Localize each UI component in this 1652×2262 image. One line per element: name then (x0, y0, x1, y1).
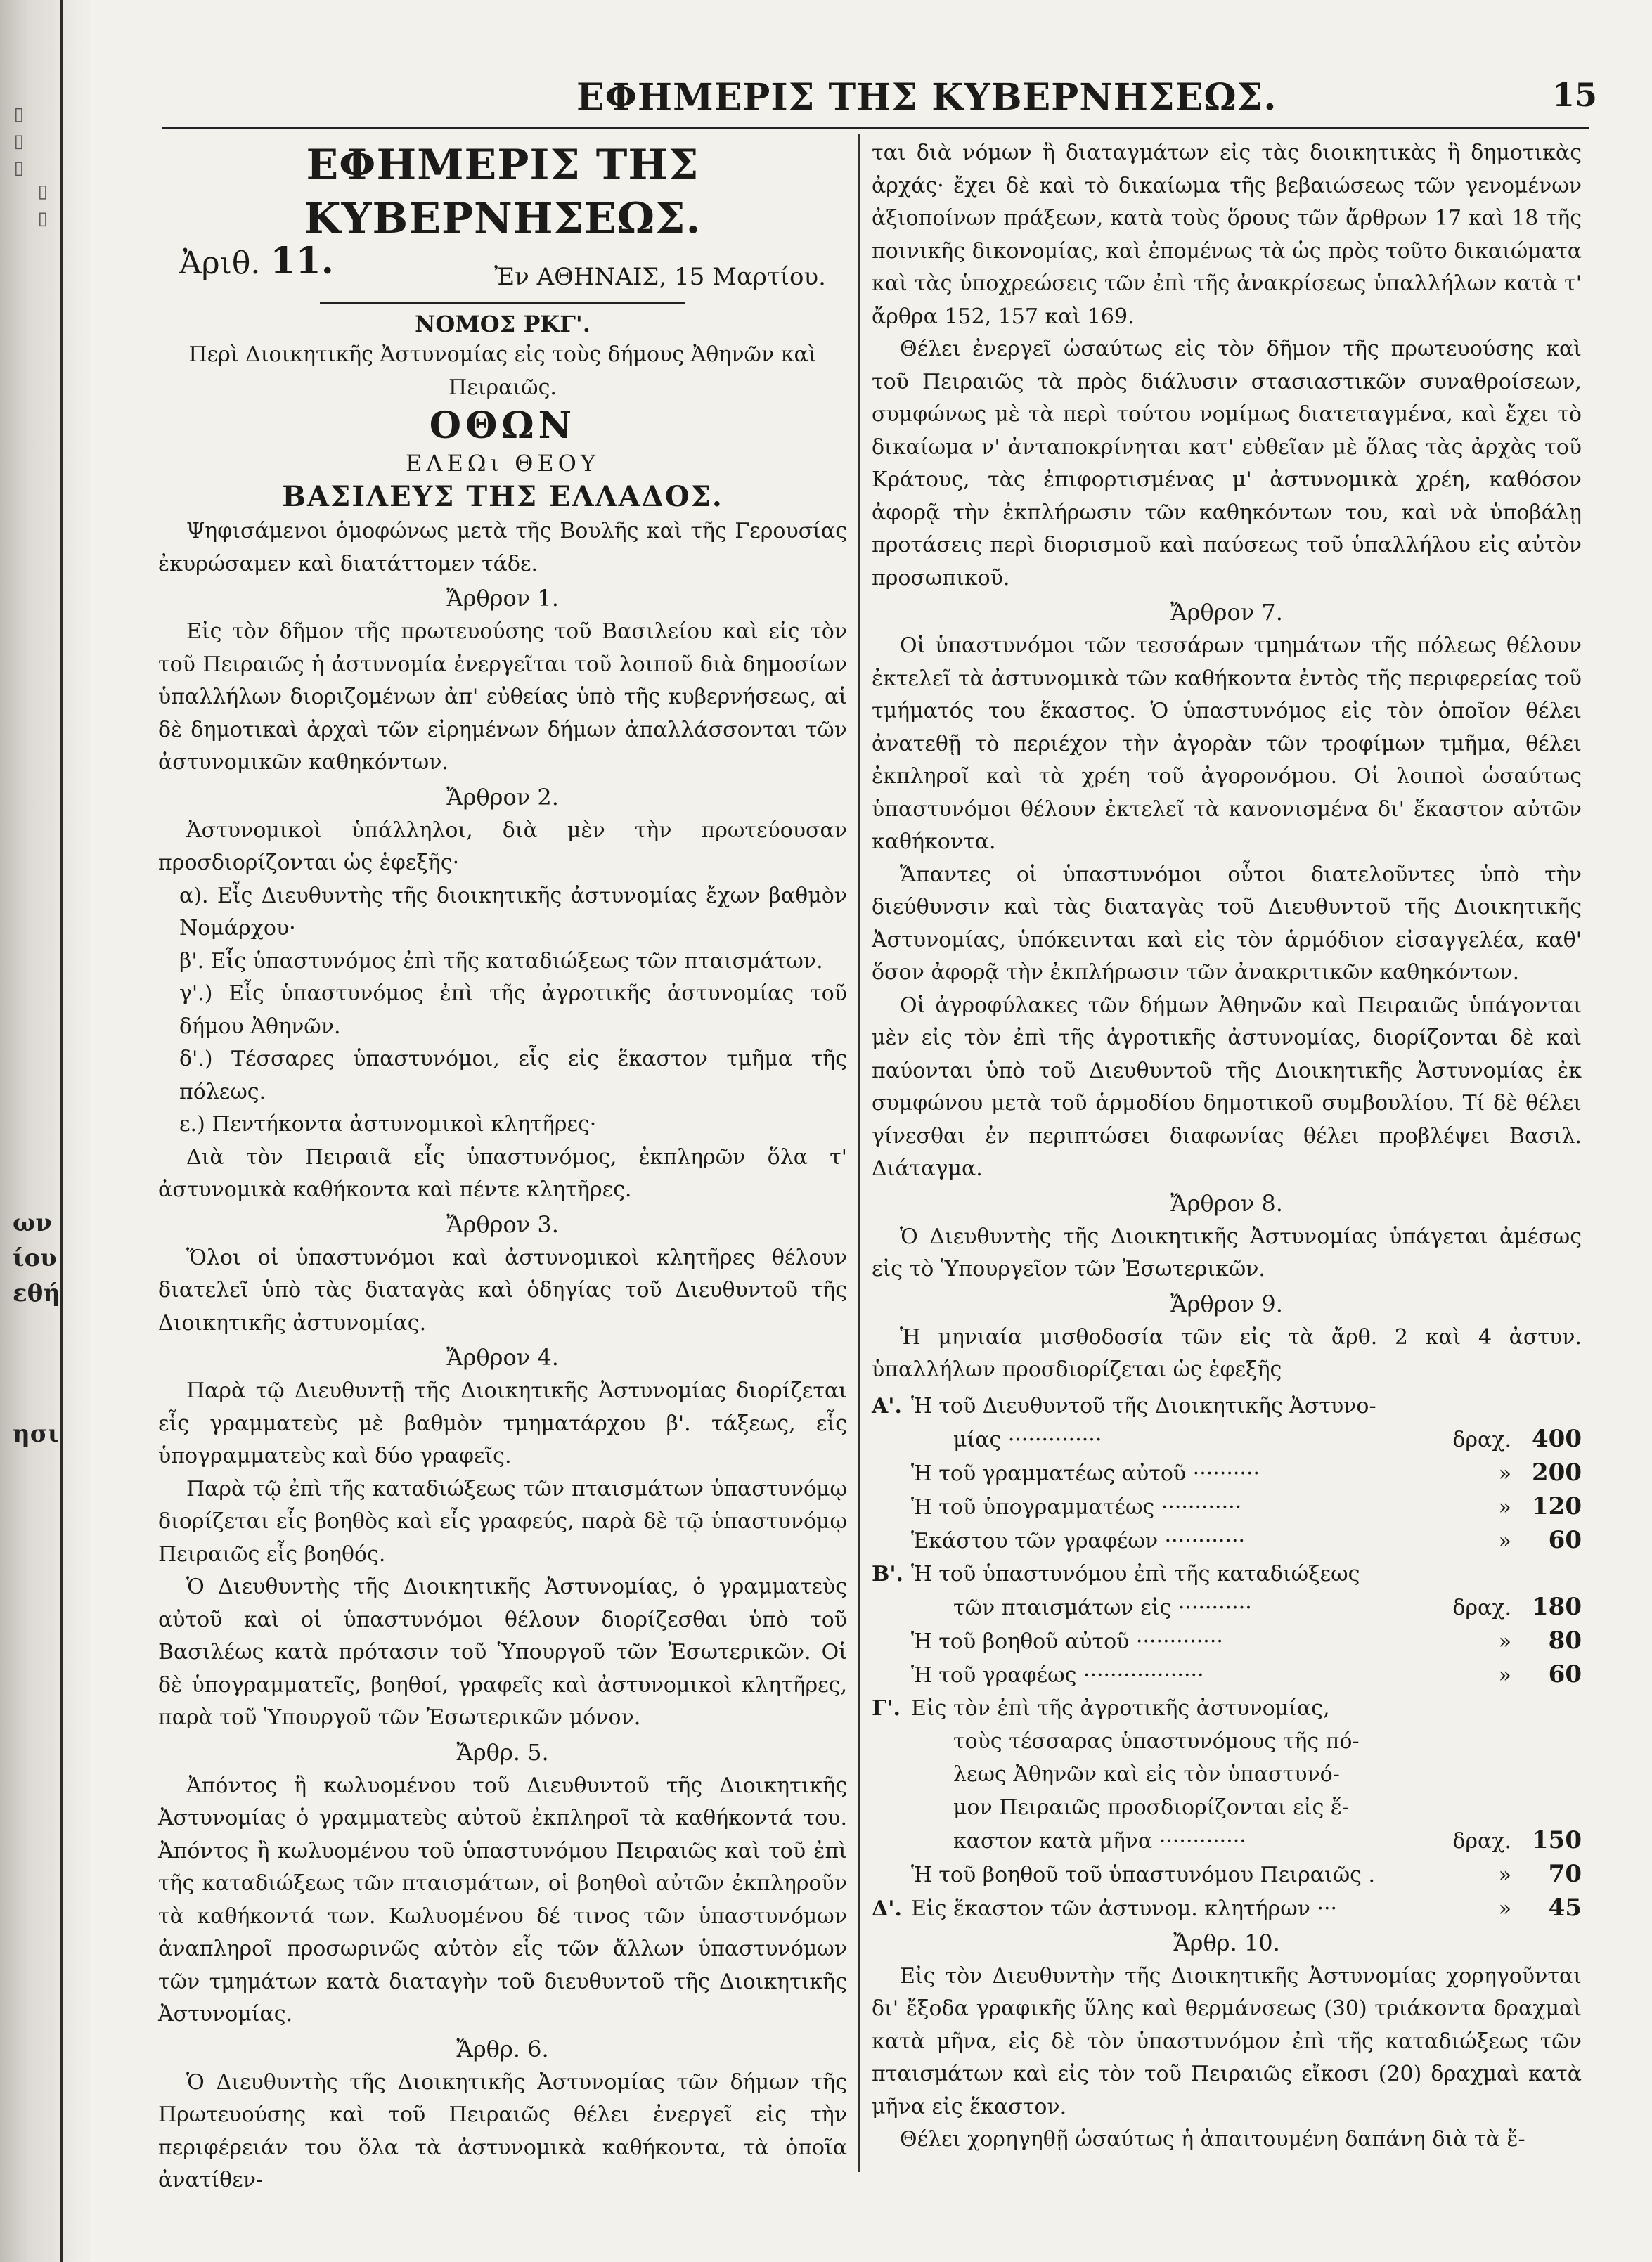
article-text: Ὅλοι οἱ ὑπαστυνόμοι καὶ ἀστυνομικοὶ κλητῆρες θέλουν διατελεῖ ὑπὸ τὰς διαταγὰς καὶ ὁδηγίας τοῦ Διευθυντοῦ τῆς Διοικητικῆς ἀστυνομίας. (158, 1245, 847, 1336)
salary-amount: 150 (1532, 1825, 1582, 1854)
salary-unit: δραχ. (1452, 1595, 1511, 1620)
article-text: Εἰς τὸν δῆμον τῆς πρωτευούσης τοῦ Βασιλείου καὶ εἰς τὸν τοῦ Πειραιῶς ἡ ἀστυνομία ἐνεργεῖται τοῦ λοιποῦ διὰ δημοσίων ὑπαλλήλων διοριζομένων ἀπ' εὐθείας ὑπὸ τῆς κυβερνήσεως, αἱ δὲ δημοτικαὶ ἀρχαὶ τῶν εἰρημένων δήμων ἀπαλλάσσονται τῶν ἀστυνομικῶν καθηκόντων. (158, 619, 847, 775)
salary-amount: 60 (1548, 1525, 1582, 1554)
margin-fragment: ων (13, 1209, 52, 1237)
article-text: Θέλει ἐνεργεῖ ὡσαύτως εἰς τὸν δῆμον τῆς πρωτευούσης καὶ τοῦ Πειραιῶς τὰ πρὸς διάλυσιν στασιαστικῶν συναθροίσεων, συμφώνως μὲ τὰ περὶ τούτου νομίμως διατεταγμένα, καὶ ἔχει τὸ δικαίωμα ν' ἀνταποκρίνηται κατ' εὐθεῖαν μὲ ὅλας τὰς ἀρχὰς τοῦ Κράτους, τὰς ἐπιφορτισμένας μ' ἀστυνομικὰ χρέη, καθόσον ἀφορᾷ τὴν ἐκπλήρωσιν τῶν καθηκόντων του, καὶ νὰ ὑποβάλῃ προτάσεις περὶ διορισμοῦ καὶ παύσεως τοῦ ὑπαλλήλου εἰς αὐτὸν προσωπικοῦ. (872, 337, 1582, 590)
page-number: 15 (1552, 76, 1598, 114)
salary-description: Ἡ τοῦ γραμματέως αὐτοῦ ·········· (911, 1461, 1260, 1486)
salary-description: καστον κατὰ μῆνα ············· (953, 1828, 1246, 1854)
salary-description: Ἡ τοῦ ὑπογραμματέως ············ (911, 1494, 1242, 1520)
salary-unit: » (1498, 1494, 1511, 1520)
article-text: Παρὰ τῷ ἐπὶ τῆς καταδιώξεως τῶν πταισμάτων ὑπαστυνόμῳ διορίζεται εἷς βοηθὸς καὶ εἷς γραφεύς, παρὰ δὲ τῷ ὑπαστυνόμῳ Πειραιῶς εἷς βοηθός. (158, 1476, 847, 1567)
list-item: α). Εἷς Διευθυντὴς τῆς διοικητικῆς ἀστυνομίας ἔχων βαθμὸν Νομάρχου· (179, 883, 847, 941)
salary-section-letter: Β'. (872, 1561, 903, 1586)
article-heading: Ἄρθρον 7. (1170, 599, 1283, 626)
article-heading: Ἄρθρ. 10. (1173, 1929, 1280, 1956)
article-text: Διὰ τὸν Πειραιᾶ εἷς ὑπαστυνόμος, ἐκπληρῶν ὅλα τ' ἀστυνομικὰ καθήκοντα καὶ πέντε κλητῆρες. (158, 1144, 847, 1202)
article-text: Παρὰ τῷ Διευθυντῇ τῆς Διοικητικῆς Ἀστυνομίας διορίζεται εἷς γραμματεὺς μὲ βαθμὸν τμηματάρχου β'. τάξεως, εἷς ὑπογραμματεὺς καὶ δύο γραφεῖς. (158, 1378, 847, 1468)
salary-row (872, 1558, 1582, 1591)
salary-unit: » (1498, 1629, 1511, 1654)
page-edge-line (60, 0, 63, 2262)
salary-unit: » (1498, 1461, 1511, 1486)
salary-unit: δραχ. (1452, 1828, 1511, 1854)
salary-description: μον Πειραιῶς προσδιορίζονται εἰς ἕ- (953, 1795, 1350, 1820)
salary-section-letter: Α'. (872, 1393, 902, 1418)
salary-unit: » (1498, 1528, 1511, 1553)
issue-date: Ἐν ΑΘΗΝΑΙΣ, 15 Μαρτίου. (494, 263, 826, 291)
salary-unit: » (1498, 1896, 1511, 1921)
salary-row (872, 1624, 1582, 1658)
salary-amount: 120 (1532, 1492, 1582, 1520)
column-divider (858, 134, 860, 2172)
salary-description: Ἡ τοῦ ὑπαστυνόμου ἐπὶ τῆς καταδιώξεως (911, 1561, 1360, 1586)
article-heading: Ἄρθρ. 5. (456, 1738, 549, 1766)
article-heading: Ἄρθρον 1. (446, 585, 559, 612)
salary-unit: » (1498, 1862, 1511, 1887)
right-column (872, 137, 1582, 2157)
header-rule (162, 127, 1589, 129)
salary-amount: 200 (1532, 1458, 1582, 1487)
article-text: Ἀστυνομικοὶ ὑπάλληλοι, διὰ μὲν τὴν πρωτεύουσαν προσδιορίζονται ὡς ἑφεξῆς· (158, 817, 847, 875)
edge-mark-mid: ▯ ▯ (32, 183, 53, 231)
salary-table (872, 1390, 1582, 1925)
salary-description: Εἰς ἕκαστον τῶν ἀστυνομ. κλητήρων ··· (911, 1896, 1338, 1921)
article-heading: Ἄρθρον 2. (446, 783, 559, 810)
margin-fragment: ίου (13, 1244, 57, 1272)
page-edge-strip (0, 0, 90, 2262)
article-text: Ὁ Διευθυντὴς τῆς Διοικητικῆς Ἀστυνομίας ὑπάγεται ἀμέσως εἰς τὸ Ὑπουργεῖον τῶν Ἐσωτερικῶν. (872, 1224, 1582, 1281)
salary-description: Ἡ τοῦ Διευθυντοῦ τῆς Διοικητικῆς Ἀστυνο- (911, 1393, 1376, 1418)
salary-section-letter: Δ'. (872, 1896, 902, 1921)
salary-amount: 80 (1548, 1626, 1582, 1655)
list-item: β'. Εἷς ὑπαστυνόμος ἐπὶ τῆς καταδιώξεως τῶν πταισμάτων. (179, 948, 823, 974)
article-text: Ὁ Διευθυντὴς τῆς Διοικητικῆς Ἀστυνομίας τῶν δήμων τῆς Πρωτευούσης καὶ τοῦ Πειραιῶς θέλει ἐνεργεῖ εἰς τὴν περιφέρειάν του ὅλα τὰ ἀστυνομικὰ καθήκοντα, τὰ ὁποῖα ἀνατίθεν- (158, 2069, 847, 2192)
salary-row (872, 1524, 1582, 1558)
law-subject: Περὶ Διοικητικῆς Ἀστυνομίας εἰς τοὺς δήμους Ἀθηνῶν καὶ Πειραιῶς. (188, 342, 817, 400)
issue-number-block (179, 240, 334, 283)
salary-row (872, 1658, 1582, 1692)
masthead: ΕΦΗΜΕΡΙΣ ΤΗΣ ΚΥΒΕΡΝΗΣΕΩΣ. (304, 141, 702, 243)
salary-row (872, 1591, 1582, 1624)
salary-row (872, 1456, 1582, 1490)
issue-line (158, 240, 847, 293)
article-text: Ἡ μηνιαία μισθοδοσία τῶν εἰς τὰ ἄρθ. 2 καὶ 4 ἀστυν. ὑπαλλήλων προσδιορίζεται ὡς ἑφεξῆς (872, 1324, 1582, 1382)
salary-row (872, 1692, 1582, 1725)
salary-amount: 45 (1548, 1893, 1582, 1922)
article-text: Οἱ ἀγροφύλακες τῶν δήμων Ἀθηνῶν καὶ Πειραιῶς ὑπάγονται μὲν εἰς τὸν ἐπὶ τῆς ἀγροτικῆς ἀστυνομίας, διορίζονται δὲ καὶ παύονται ὑπὸ τοῦ Διευθυντοῦ τῆς Διοικητικῆς Ἀστυνομίας ἐκ συμφώνου μετὰ τοῦ ἁρμοδίου δημοτικοῦ συμβουλίου. Τί δὲ θέλει γίνεσθαι ἐν περιπτώσει διαφωνίας θέλει προβλέψει Βασιλ. Διάταγμα. (872, 993, 1582, 1181)
salary-description: Ἡ τοῦ γραφέως ·················· (911, 1662, 1204, 1688)
salary-row (872, 1791, 1582, 1824)
salary-description: Ἡ τοῦ βοηθοῦ τοῦ ὑπαστυνόμου Πειραιῶς . (911, 1862, 1376, 1887)
salary-amount: 60 (1548, 1660, 1582, 1688)
salary-description: τοὺς τέσσαρας ὑπαστυνόμους τῆς πό- (953, 1728, 1360, 1754)
salary-row (872, 1423, 1582, 1456)
salary-unit: » (1498, 1662, 1511, 1688)
salary-description: τῶν πταισμάτων εἰς ··········· (953, 1595, 1252, 1620)
salary-description: Ἡ τοῦ βοηθοῦ αὐτοῦ ············· (911, 1629, 1223, 1654)
by-grace-of-god: ΕΛΕΩι ΘΕΟΥ (405, 450, 600, 477)
list-item: δ'.) Τέσσαρες ὑπαστυνόμοι, εἷς εἰς ἕκαστον τμῆμα τῆς πόλεως. (179, 1047, 847, 1104)
salary-section-letter: Γ'. (872, 1695, 901, 1721)
article-heading: Ἄρθρον 8. (1170, 1189, 1283, 1217)
running-title: ΕΦΗΜΕΡΙΣ ΤΗΣ ΚΥΒΕΡΝΗΣΕΩΣ. (576, 76, 1277, 119)
salary-amount: 70 (1548, 1859, 1582, 1888)
king-title: ΒΑΣΙΛΕΥΣ ΤΗΣ ΕΛΛΑΔΟΣ. (282, 480, 723, 513)
salary-row (872, 1758, 1582, 1791)
salary-row (872, 1824, 1582, 1858)
article-heading: Ἄρθρον 3. (446, 1210, 559, 1238)
title-rule (320, 302, 685, 304)
article-text: Οἱ ὑπαστυνόμοι τῶν τεσσάρων τμημάτων τῆς πόλεως θέλουν ἐκτελεῖ τὰ ἀστυνομικὰ τῶν καθήκοντα ἐντὸς τῆς περιφερείας τοῦ τμήματός του ἕκαστος. Ὁ ὑπαστυνόμος εἰς τὸν ὁποῖον θέλει ἀνατεθῇ τὸ περιέχον τὴν ἀγορὰν τῶν τροφίμων τμῆμα, θέλει ἐκπληροῖ καὶ τὰ χρέη τοῦ ἀγορονόμου. Οἱ λοιποὶ ὡσαύτως ὑπαστυνόμοι θέλουν ἐκτελεῖ τὰ κανονισμένα δι' ἕκαστον αὐτῶν καθήκοντα. (872, 633, 1582, 854)
salary-row (872, 1892, 1582, 1925)
salary-amount: 400 (1532, 1424, 1582, 1453)
salary-amount: 180 (1532, 1592, 1582, 1621)
article-text: ται διὰ νόμων ἢ διαταγμάτων εἰς τὰς διοικητικὰς ἢ δημοτικὰς ἀρχάς· ἔχει δὲ καὶ τὸ δικαίωμα τῆς βεβαιώσεως τῶν γενομένων ἀξιοποίνων πράξεων, κατὰ τοὺς ὅρους τῶν ἄρθρων 17 καὶ 18 τῆς ποινικῆς δικονομίας, καὶ ἐπομένως τὰ ὡς πρὸς τοῦτο δικαιώματα καὶ τὰς ὑποχρεώσεις τῶν ἐπὶ τῆς ἀνακρίσεως ὑπαλλήλων κατὰ τ' ἄρθρα 152, 157 καὶ 169. (872, 141, 1582, 329)
salary-row (872, 1858, 1582, 1892)
margin-fragment: ησι (13, 1420, 60, 1448)
issue-number: 11. (270, 240, 334, 283)
salary-row (872, 1490, 1582, 1524)
article-text: Ἅπαντες οἱ ὑπαστυνόμοι οὗτοι διατελοῦντες ὑπὸ τὴν διεύθυνσιν καὶ τὰς διαταγὰς τοῦ Διευθυντοῦ τῆς Διοικητικῆς Ἀστυνομίας, ὑπόκεινται καὶ εἰς τὸν ἁρμόδιον εἰσαγγελέα, καθ' ὅσον ἀφορᾷ τὴν ἐκπλήρωσιν τῶν ἀνακριτικῶν καθηκόντων. (872, 862, 1582, 985)
king-name: ΟΘΩΝ (429, 404, 576, 447)
salary-description: λεως Ἀθηνῶν καὶ εἰς τὸν ὑπαστυνό- (953, 1762, 1340, 1787)
article-text: Θέλει χορηγηθῇ ὡσαύτως ἡ ἀπαιτουμένη δαπάνη διὰ τὰ ἔ- (900, 2127, 1525, 2152)
salary-unit: δραχ. (1452, 1427, 1511, 1452)
article-heading: Ἄρθρον 4. (446, 1344, 559, 1371)
preamble: Ψηφισάμενοι ὁμοφώνως μετὰ τῆς Βουλῆς καὶ τῆς Γερουσίας ἐκυρώσαμεν καὶ διατάττομεν τάδε. (158, 519, 847, 576)
law-number: ΝΟΜΟΣ ΡΚΓ'. (415, 311, 591, 337)
article-text: Ὁ Διευθυντὴς τῆς Διοικητικῆς Ἀστυνομίας, ὁ γραμματεὺς αὐτοῦ καὶ οἱ ὑπαστυνόμοι θέλουν διορίζεσθαι ὑπὸ τοῦ Βασιλέως κατὰ πρότασιν τοῦ Ὑπουργοῦ τῶν Ἐσωτερικῶν. Οἱ δὲ ὑπογραμματεῖς, βοηθοί, γραφεῖς καὶ ἀστυνομικοὶ κλητῆρες, παρὰ τοῦ Ὑπουργοῦ τῶν Ἐσωτερικῶν μόνον. (158, 1575, 847, 1730)
article-text: Ἀπόντος ἢ κωλυομένου τοῦ Διευθυντοῦ τῆς Διοικητικῆς Ἀστυνομίας ὁ γραμματεὺς αὐτοῦ ἐκπληροῖ τὰ καθήκοντά του. Ἀπόντος ἢ κωλυομένου τοῦ ὑπαστυνόμου Πειραιῶς καὶ τοῦ ἐπὶ τῆς καταδιώξεως τῶν πταισμάτων, οἱ βοηθοὶ αὐτῶν ἐκπληροῦν τὰ καθήκοντά των. Κωλυομένου δέ τινος τῶν ὑπαστυνόμων ἀναπληροῖ προσωρινῶς αὐτὸν εἷς τῶν ἄλλων ὑπαστυνόμων τῶν τμημάτων κατὰ διαταγὴν τοῦ διευθυντοῦ τῆς Διοικητικῆς Ἀστυνομίας. (158, 1773, 847, 2027)
edge-mark-top: ▯ ▯ ▯ (8, 105, 30, 181)
article-heading: Ἄρθρ. 6. (456, 2035, 549, 2062)
list-item: γ'.) Εἷς ὑπαστυνόμος ἐπὶ τῆς ἀγροτικῆς ἀστυνομίας τοῦ δήμου Ἀθηνῶν. (179, 981, 847, 1039)
salary-row (872, 1725, 1582, 1758)
salary-description: Εἰς τὸν ἐπὶ τῆς ἀγροτικῆς ἀστυνομίας, (911, 1695, 1330, 1721)
margin-fragment: εθή (13, 1279, 61, 1307)
salary-description: μίας ·············· (953, 1427, 1102, 1452)
article-text: Εἰς τὸν Διευθυντὴν τῆς Διοικητικῆς Ἀστυνομίας χορηγοῦνται δι' ἔξοδα γραφικῆς ὕλης καὶ θερμάνσεως (30) τριάκοντα δραχμαὶ κατὰ μῆνα, εἰς δὲ τὸν ὑπαστυνόμον ἐπὶ τῆς καταδιώξεως τῶν πταισμάτων καὶ εἰς τὸν τοῦ Πειραιῶς εἴκοσι (20) δραχμαὶ κατὰ μῆνα εἰς ἕκαστον. (872, 1963, 1582, 2119)
issue-label: Ἀριθ. (179, 245, 261, 281)
salary-row (872, 1390, 1582, 1423)
list-item: ε.) Πεντήκοντα ἀστυνομικοὶ κλητῆρες· (179, 1112, 597, 1137)
salary-description: Ἑκάστου τῶν γραφέων ············ (911, 1528, 1246, 1553)
left-column (158, 137, 847, 2197)
article-heading: Ἄρθρον 9. (1170, 1290, 1283, 1317)
